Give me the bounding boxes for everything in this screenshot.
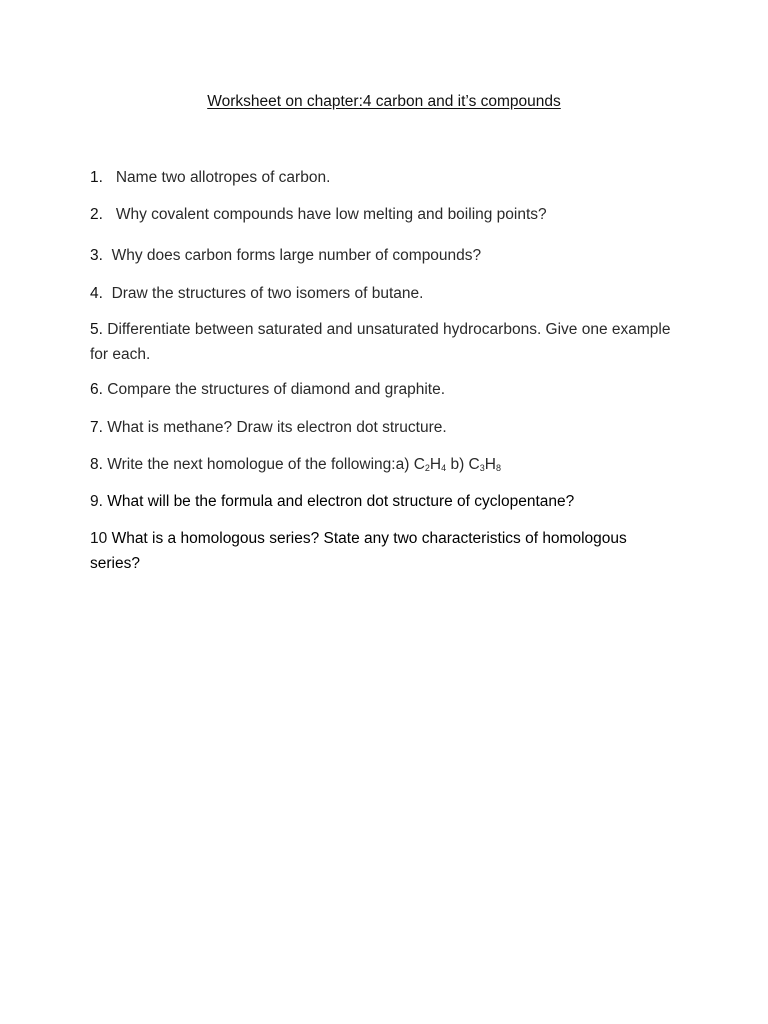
- question-1: [90, 165, 690, 190]
- question-number: 2.: [90, 206, 103, 223]
- question-3: [90, 243, 690, 268]
- question-text: Draw the structures of two isomers of butane.: [111, 285, 424, 302]
- question-4: [90, 281, 690, 306]
- question-number: 4.: [90, 285, 103, 302]
- question-6: [90, 377, 690, 402]
- question-text: What is methane? Draw its electron dot structure.: [107, 419, 447, 436]
- question-number: 9.: [90, 493, 103, 510]
- question-number: 1.: [90, 169, 103, 186]
- question-text: Name two allotropes of carbon.: [115, 169, 331, 186]
- question-8: [90, 452, 690, 477]
- question-text: Why does carbon forms large number of compounds?: [111, 247, 482, 264]
- question-5: [90, 317, 690, 367]
- question-number: 10: [90, 530, 108, 547]
- formula-subscript: 2: [424, 463, 430, 473]
- formula-element: H: [429, 456, 442, 473]
- formula-subscript: 3: [479, 463, 485, 473]
- formula-subscript: 4: [441, 463, 447, 473]
- formula-element: H: [484, 456, 496, 473]
- question-number: 5.: [90, 321, 103, 338]
- question-2: [90, 202, 690, 227]
- worksheet-title: Worksheet on chapter:4 carbon and it’s compounds: [207, 93, 561, 110]
- question-number: 8.: [90, 456, 103, 473]
- question-text: Write the next homologue of the following:a): [107, 456, 414, 473]
- question-text: b): [446, 456, 469, 473]
- formula-propane: [469, 456, 501, 473]
- question-7: [90, 415, 690, 440]
- question-9: [90, 489, 690, 514]
- question-text: What will be the formula and electron dot structure of cyclopentane?: [107, 493, 575, 510]
- formula-subscript: 8: [495, 463, 501, 473]
- question-text: Why covalent compounds have low melting and boiling points?: [115, 206, 547, 223]
- formula-ethene: [414, 456, 446, 473]
- formula-element: C: [468, 456, 480, 473]
- formula-element: C: [413, 456, 425, 473]
- question-number: 6.: [90, 381, 103, 398]
- question-text: Differentiate between saturated and unsaturated hydrocarbons. Give one example for each.: [90, 321, 671, 363]
- question-text: What is a homologous series? State any two characteristics of homologous series?: [90, 530, 627, 572]
- question-number: 7.: [90, 419, 103, 436]
- question-10: [90, 526, 650, 576]
- question-text: Compare the structures of diamond and graphite.: [107, 381, 445, 398]
- question-number: 3.: [90, 247, 103, 264]
